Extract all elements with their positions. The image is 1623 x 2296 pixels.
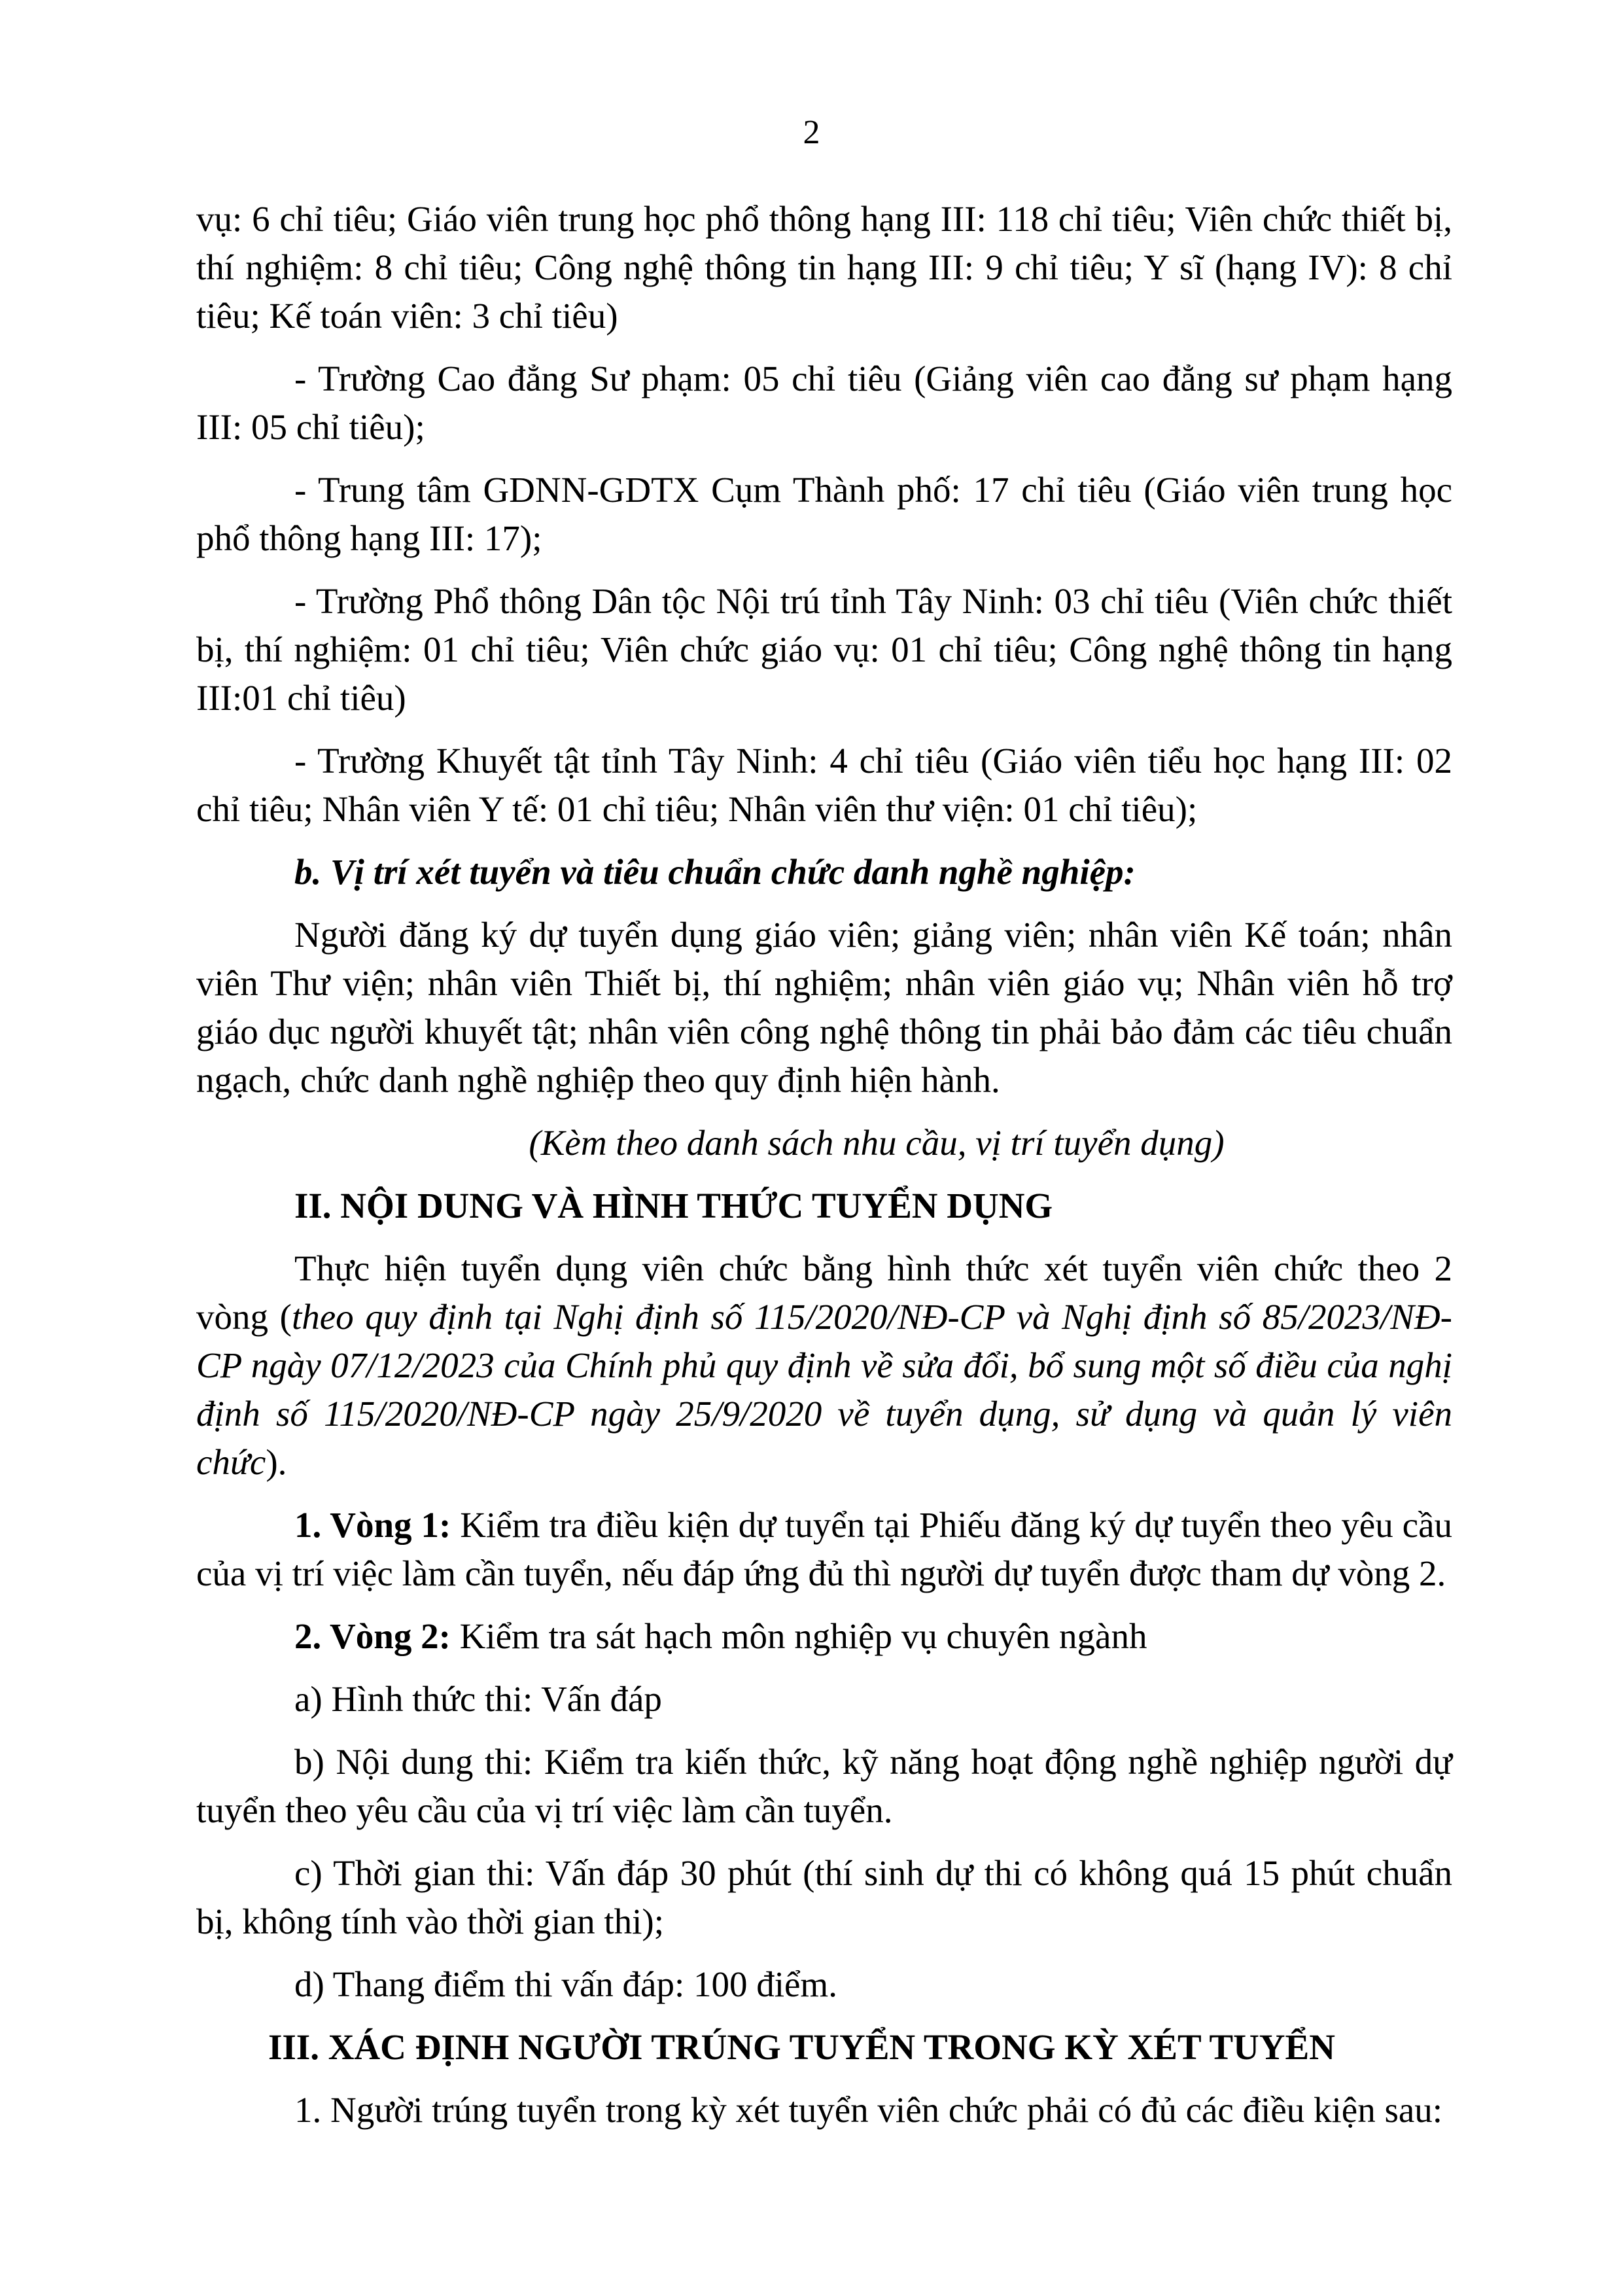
section-heading-III: III. XÁC ĐỊNH NGƯỜI TRÚNG TUYỂN TRONG KỲ XÉT TUYỂN (268, 2027, 1335, 2067)
round-1-label: 1. Vòng 1: (294, 1505, 451, 1545)
item-c: c) Thời gian thi: Vấn đáp 30 phút (thí sinh dự thi có không quá 15 phút chuẩn bị, không tính vào thời gian thi); (196, 1853, 1452, 1941)
paragraph-tieu-chuan: Người đăng ký dự tuyển dụng giáo viên; giảng viên; nhân viên Kế toán; nhân viên Thư viện; nhân viên Thiết bị, thí nghiệm; nhân viên giáo vụ; Nhân viên hỗ trợ giáo dục người khuyết tật; nhân viên công nghệ thông tin phải bảo đảm các tiêu chuẩn ngạch, chức danh nghề nghiệp theo quy định hiện hành. (196, 915, 1452, 1100)
paragraph-hinh-thuc (196, 1245, 1452, 1487)
item-b: b) Nội dung thi: Kiểm tra kiến thức, kỹ năng hoạt động nghề nghiệp người dự tuyển theo yêu cầu của vị trí việc làm cần tuyển. (196, 1742, 1452, 1830)
round-2-text: Kiểm tra sát hạch môn nghiệp vụ chuyên ngành (450, 1616, 1147, 1656)
document-body (196, 195, 1452, 2149)
attachment-note: (Kèm theo danh sách nhu cầu, vị trí tuyển dụng) (529, 1123, 1225, 1163)
legal-reference: theo quy định tại Nghị định số 115/2020/NĐ-CP và Nghị định số 85/2023/NĐ-CP ngày 07/12/2023 của Chính phủ quy định về sửa đổi, bổ sung một số điều của nghị định số 115/2020/NĐ-CP ngày 25/9/2020 về tuyển dụng, sử dụng và quản lý viên chức (196, 1297, 1452, 1482)
round-2-label: 2. Vòng 2: (294, 1616, 451, 1656)
section-heading-II: II. NỘI DUNG VÀ HÌNH THỨC TUYỂN DỤNG (294, 1186, 1053, 1226)
paragraph-khuyet-tat: - Trường Khuyết tật tỉnh Tây Ninh: 4 chỉ tiêu (Giáo viên tiểu học hạng III: 02 chỉ tiêu; Nhân viên Y tế: 01 chỉ tiêu; Nhân viên thư viện: 01 chỉ tiêu); (196, 741, 1452, 829)
paragraph-trung-tuyen: 1. Người trúng tuyển trong kỳ xét tuyển viên chức phải có đủ các điều kiện sau: (294, 2090, 1443, 2130)
item-a: a) Hình thức thi: Vấn đáp (294, 1679, 662, 1719)
paragraph-round-2 (196, 1612, 1452, 1661)
paragraph-round-1 (196, 1501, 1452, 1598)
paragraph-cao-dang-su-pham: - Trường Cao đẳng Sư phạm: 05 chỉ tiêu (Giảng viên cao đẳng sư phạm hạng III: 05 chỉ tiêu); (196, 359, 1452, 447)
paragraph-hinh-thuc-end: ). (266, 1442, 287, 1482)
paragraph-dan-toc-noi-tru: - Trường Phổ thông Dân tộc Nội trú tỉnh Tây Ninh: 03 chỉ tiêu (Viên chức thiết bị, thí nghiệm: 01 chỉ tiêu; Viên chức giáo vụ: 01 chỉ tiêu; Công nghệ thông tin hạng III:01 chỉ tiêu) (196, 581, 1452, 718)
section-heading-b: b. Vị trí xét tuyển và tiêu chuẩn chức danh nghề nghiệp: (294, 852, 1136, 892)
paragraph-continuation: vụ: 6 chỉ tiêu; Giáo viên trung học phổ thông hạng III: 118 chỉ tiêu; Viên chức thiết bị, thí nghiệm: 8 chỉ tiêu; Công nghệ thông tin hạng III: 9 chỉ tiêu; Y sĩ (hạng IV): 8 chỉ tiêu; Kế toán viên: 3 chỉ tiêu) (196, 199, 1452, 336)
item-d: d) Thang điểm thi vấn đáp: 100 điểm. (294, 1964, 837, 2004)
paragraph-hinh-thuc-start: Thực hiện tuyển dụng viên chức bằng hình thức xét tuyển viên chức theo 2 vòng ( (196, 1248, 1452, 1337)
page-number: 2 (803, 114, 820, 151)
paragraph-gdnn-gdtx: - Trung tâm GDNN-GDTX Cụm Thành phố: 17 chỉ tiêu (Giáo viên trung học phổ thông hạng III: 17); (196, 470, 1452, 558)
round-1-text: Kiểm tra điều kiện dự tuyển tại Phiếu đăng ký dự tuyển theo yêu cầu của vị trí việc làm cần tuyển, nếu đáp ứng đủ thì người dự tuyển được tham dự vòng 2. (196, 1505, 1452, 1593)
